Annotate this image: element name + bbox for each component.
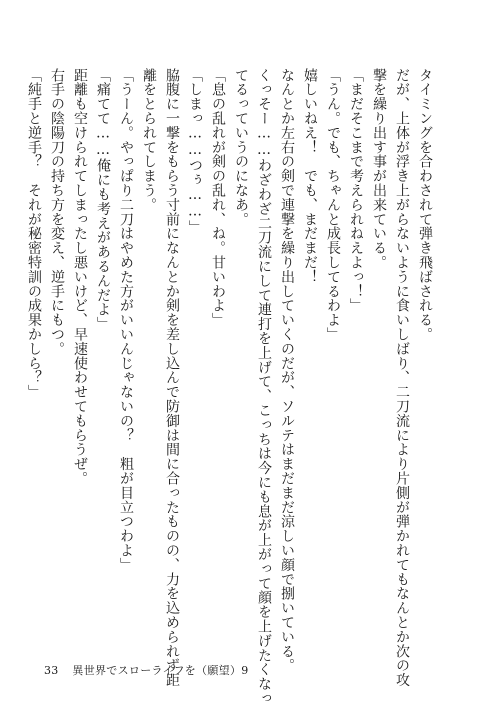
text-line: てるっていうのになあ。	[233, 68, 249, 227]
text-line: 距離も空けられてしまったし悪いけど、早速使わせてもらうぜ。	[72, 68, 88, 486]
text-line: 撃を繰り出す事が出来ている。	[371, 68, 387, 270]
book-title: 異世界でスローライフを（願望）9	[72, 664, 249, 677]
text-line: タイミングを合わされて弾き飛ばされる。	[417, 68, 433, 342]
text-line: 「うん。でも、ちゃんと成長してるわよ」	[325, 68, 341, 342]
text-line: 「痛てて……俺にも考えがあるんだよ」	[95, 68, 111, 332]
page-footer	[44, 662, 249, 678]
text-line: 脇腹に一撃をもらう寸前になんとか剣を差し込んで防御は間に合ったものの、力を込められず距	[164, 68, 180, 688]
page-number: 33	[44, 664, 59, 677]
text-line: 右手の陰陽刀の持ち方を変え、逆手にもつ。	[49, 68, 65, 356]
text-line: 「うーん。やっぱり二刀はやめた方がいいんじゃないの？ 粗が目立つわよ」	[118, 68, 134, 572]
text-line: 嬉しいねえ！ でも、まだまだ！	[302, 68, 318, 284]
text-line: 離をとられてしまう。	[141, 68, 157, 212]
text-line: 「まだそこまで考えられねえよっ！」	[348, 68, 364, 313]
text-line: 「息の乱れが剣の乱れ、ね。甘いわよ」	[210, 68, 226, 328]
text-line: くっそー……わざわざ二刀流にして連打を上げて、こっちは今にも息が上がって顔を上げたくなっ	[256, 68, 272, 706]
text-line: 「しまっ……つぅ……」	[187, 68, 203, 235]
text-line: 「純手と逆手？ それが秘密特訓の成果かしら？」	[26, 68, 42, 400]
text-line: だが、上体が浮き上がらないように食いしばり、二刀流により片側が弾かれてもなんとか次の攻	[394, 68, 410, 688]
text-line: なんとか左右の剣で連撃を繰り出していくのだが、ソルテはまだまだ涼しい顔で捌いている。	[279, 68, 295, 673]
